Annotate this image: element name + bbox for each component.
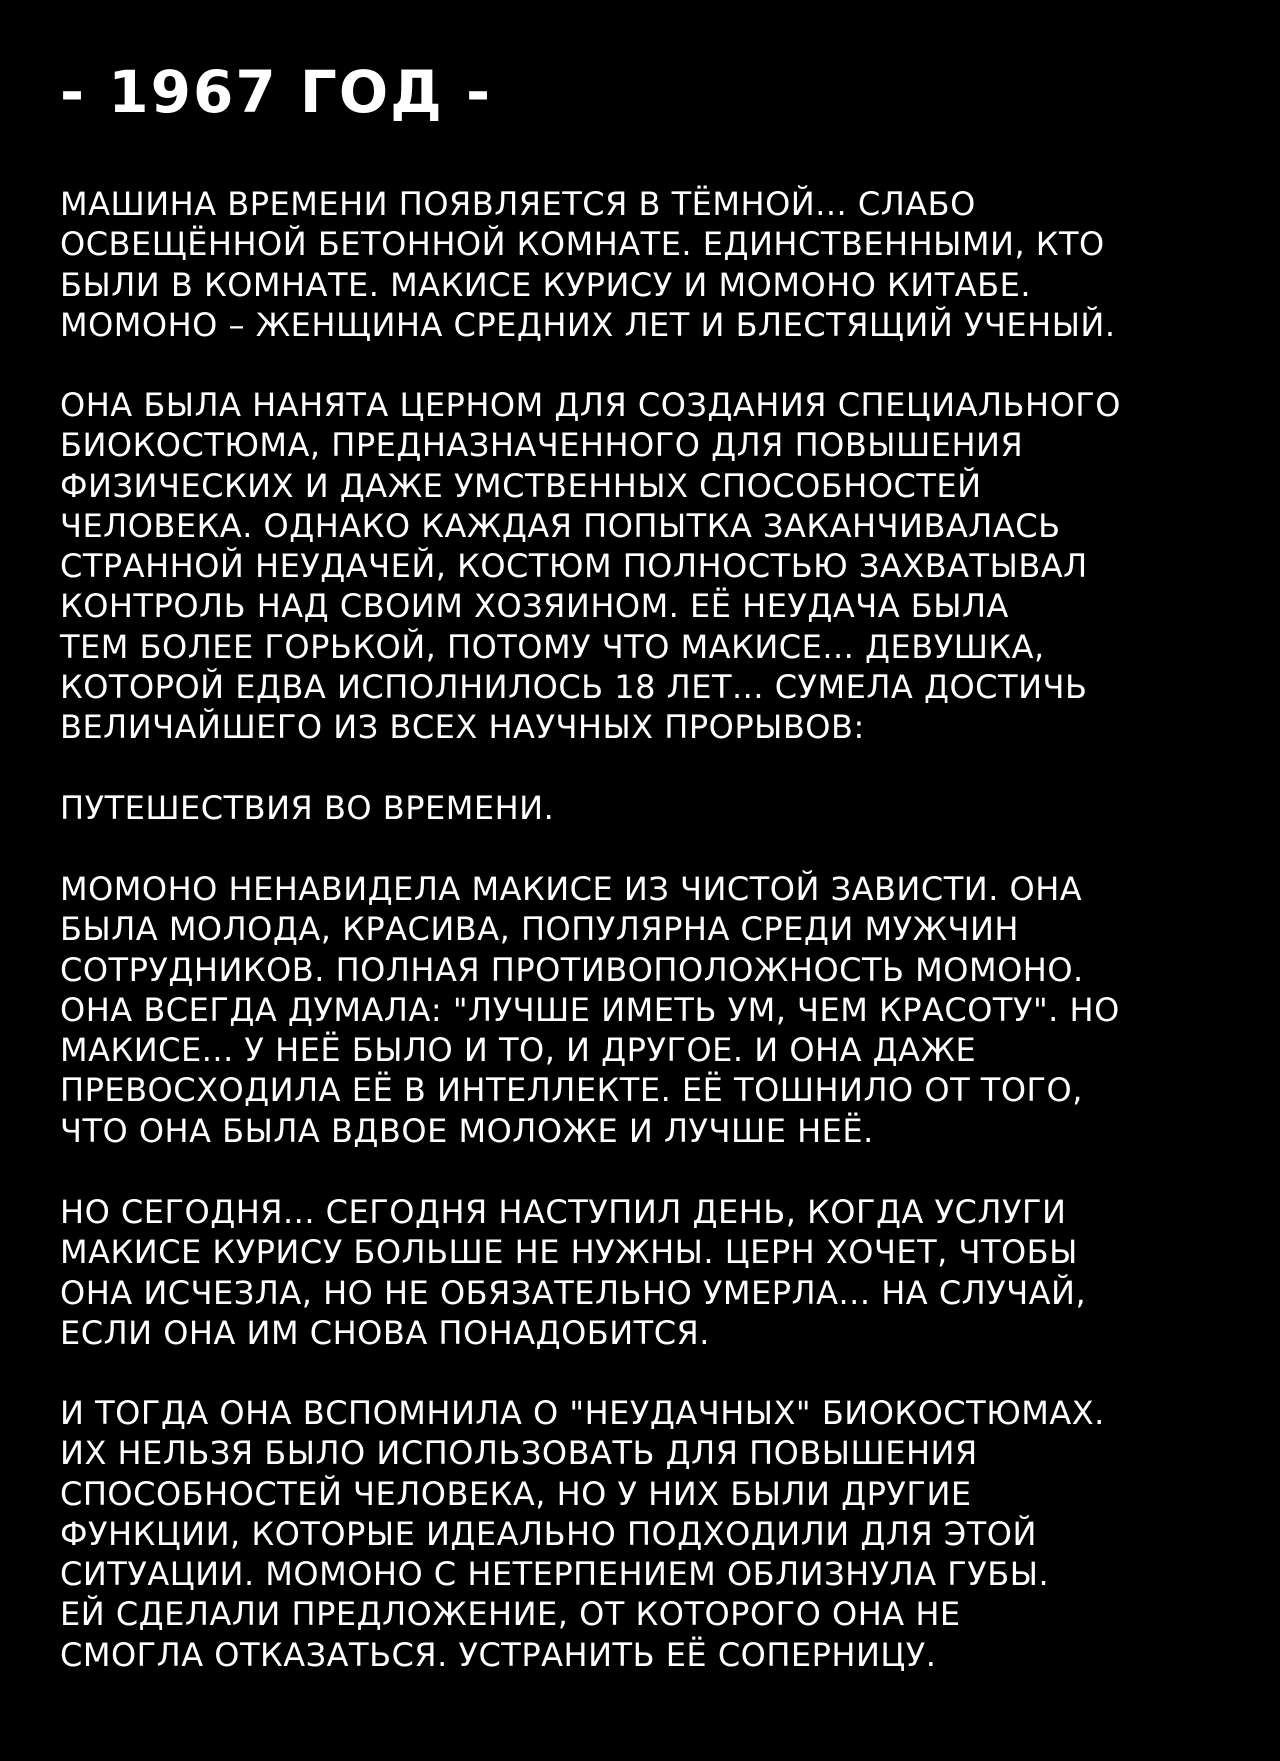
text-line: ЕСЛИ ОНА ИМ СНОВА ПОНАДОБИТСЯ.: [60, 1313, 710, 1352]
text-line: БИОКОСТЮМА, ПРЕДНАЗНАЧЕННОГО ДЛЯ ПОВЫШЕНИЯ: [60, 426, 1024, 465]
text-line: ТЕМ БОЛЕЕ ГОРЬКОЙ, ПОТОМУ ЧТО МАКИСЕ... ДЕВУШКА,: [60, 627, 1045, 666]
text-line: ФУНКЦИИ, КОТОРЫЕ ИДЕАЛЬНО ПОДХОДИЛИ ДЛЯ ЭТОЙ: [60, 1514, 1037, 1553]
text-line: ФИЗИЧЕСКИХ И ДАЖЕ УМСТВЕННЫХ СПОСОБНОСТЕЙ: [60, 466, 982, 505]
text-line: СПОСОБНОСТЕЙ ЧЕЛОВЕКА, НО У НИХ БЫЛИ ДРУГИЕ: [60, 1474, 972, 1513]
text-line: МОМОНО НЕНАВИДЕЛА МАКИСЕ ИЗ ЧИСТОЙ ЗАВИСТИ. ОНА: [60, 870, 1083, 908]
text-line: И ТОГДА ОНА ВСПОМНИЛА О "НЕУДАЧНЫХ" БИОКОСТЮМАХ.: [60, 1394, 1105, 1432]
paragraph-2: [60, 385, 1240, 748]
text-line: ЕЙ СДЕЛАЛИ ПРЕДЛОЖЕНИЕ, ОТ КОТОРОГО ОНА НЕ: [60, 1595, 961, 1634]
page-title: - 1967 ГОД -: [60, 58, 493, 126]
text-line: КОТОРОЙ ЕДВА ИСПОЛНИЛОСЬ 18 ЛЕТ... СУМЕЛА ДОСТИЧЬ: [60, 668, 1088, 707]
text-line: ПРЕВОСХОДИЛА ЕЁ В ИНТЕЛЛЕКТЕ. ЕЁ ТОШНИЛО ОТ ТОГО,: [60, 1071, 1083, 1110]
text-line: МОМОНО – ЖЕНЩИНА СРЕДНИХ ЛЕТ И БЛЕСТЯЩИЙ УЧЕНЫЙ.: [60, 305, 1116, 344]
text-line: ОНА ИСЧЕЗЛА, НО НЕ ОБЯЗАТЕЛЬНО УМЕРЛА... НА СЛУЧАЙ,: [60, 1273, 1087, 1312]
text-line: ПУТЕШЕСТВИЯ ВО ВРЕМЕНИ.: [60, 789, 555, 827]
text-line: МАШИНА ВРЕМЕНИ ПОЯВЛЯЕТСЯ В ТЁМНОЙ... СЛАБО: [60, 185, 976, 223]
text-line: МАКИСЕ КУРИСУ БОЛЬШЕ НЕ НУЖНЫ. ЦЕРН ХОЧЕТ, ЧТОБЫ: [60, 1233, 1078, 1272]
paragraph-3: [60, 788, 1240, 828]
paragraph-1: [60, 184, 1240, 345]
text-line: КОНТРОЛЬ НАД СВОИМ ХОЗЯИНОМ. ЕЁ НЕУДАЧА БЫЛА: [60, 587, 1009, 626]
text-line: ОНА ВСЕГДА ДУМАЛА: "ЛУЧШЕ ИМЕТЬ УМ, ЧЕМ КРАСОТУ". НО: [60, 990, 1120, 1029]
text-line: СМОГЛА ОТКАЗАТЬСЯ. УСТРАНИТЬ ЕЁ СОПЕРНИЦУ.: [60, 1635, 937, 1674]
text-line: БЫЛА МОЛОДА, КРАСИВА, ПОПУЛЯРНА СРЕДИ МУЖЧИН: [60, 910, 1019, 949]
paragraph-4: [60, 869, 1240, 1151]
paragraph-6: [60, 1393, 1240, 1675]
text-line: ОСВЕЩЁННОЙ БЕТОННОЙ КОМНАТЕ. ЕДИНСТВЕННЫМИ, КТО: [60, 225, 1105, 264]
text-line: ОНА БЫЛА НАНЯТА ЦЕРНОМ ДЛЯ СОЗДАНИЯ СПЕЦИАЛЬНОГО: [60, 386, 1121, 424]
paragraph-5: [60, 1192, 1240, 1353]
text-line: БЫЛИ В КОМНАТЕ. МАКИСЕ КУРИСУ И МОМОНО КИТАБЕ.: [60, 265, 1031, 304]
text-line: СОТРУДНИКОВ. ПОЛНАЯ ПРОТИВОПОЛОЖНОСТЬ МОМОНО.: [60, 950, 1084, 989]
text-line: МАКИСЕ... У НЕЁ БЫЛО И ТО, И ДРУГОЕ. И ОНА ДАЖЕ: [60, 1031, 977, 1070]
text-line: ИХ НЕЛЬЗЯ БЫЛО ИСПОЛЬЗОВАТЬ ДЛЯ ПОВЫШЕНИЯ: [60, 1434, 978, 1473]
text-line: ЧТО ОНА БЫЛА ВДВОЕ МОЛОЖЕ И ЛУЧШЕ НЕЁ.: [60, 1111, 874, 1150]
text-line: НО СЕГОДНЯ... СЕГОДНЯ НАСТУПИЛ ДЕНЬ, КОГДА УСЛУГИ: [60, 1193, 1067, 1231]
text-line: СИТУАЦИИ. МОМОНО С НЕТЕРПЕНИЕМ ОБЛИЗНУЛА ГУБЫ.: [60, 1555, 1050, 1594]
text-line: СТРАННОЙ НЕУДАЧЕЙ, КОСТЮМ ПОЛНОСТЬЮ ЗАХВАТЫВАЛ: [60, 547, 1088, 586]
text-line: ЧЕЛОВЕКА. ОДНАКО КАЖДАЯ ПОПЫТКА ЗАКАНЧИВАЛАСЬ: [60, 506, 1061, 545]
text-line: ВЕЛИЧАЙШЕГО ИЗ ВСЕХ НАУЧНЫХ ПРОРЫВОВ:: [60, 708, 865, 747]
